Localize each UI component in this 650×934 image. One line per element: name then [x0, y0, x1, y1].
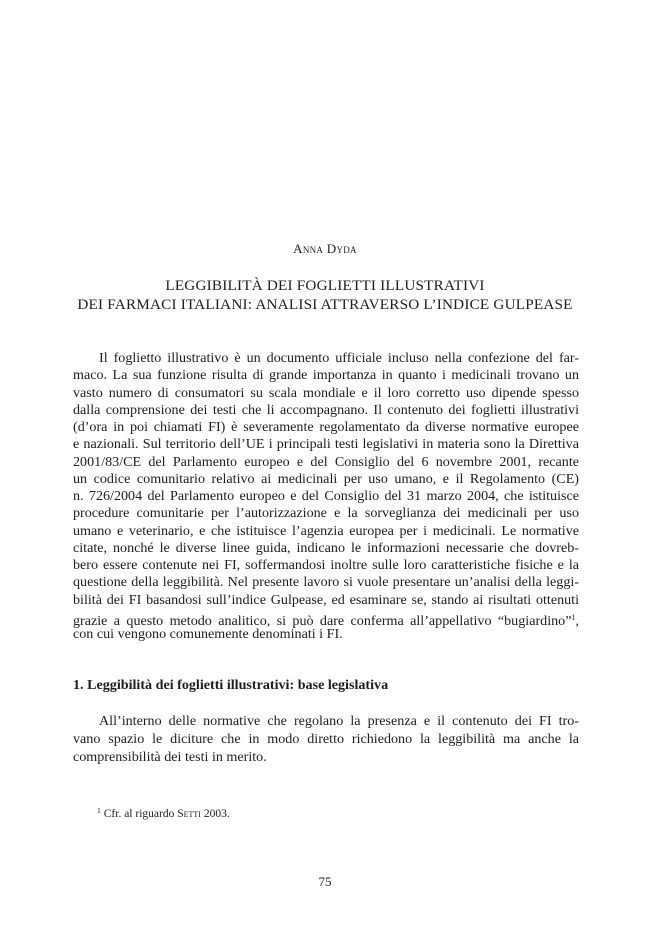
- abstract-line: n. 726/2004 del Parlamento europeo e del Consiglio del 31 marzo 2004, che istituisce: [73, 488, 579, 504]
- abstract-line: citate, nonché le diverse linee guida, indicano le informazioni necessarie che dovreb-: [73, 539, 579, 556]
- title-line-1: LEGGIBILITÀ DEI FOGLIETTI ILLUSTRATIVI: [165, 277, 485, 294]
- abstract-paragraph: [73, 350, 579, 643]
- abstract-line: (d’ora in poi chiamati FI) è severamente regolamentato da diverse normative europee: [73, 419, 579, 435]
- abstract-line: e nazionali. Sul territorio dell’UE i principali testi legislativi in materia sono la Direttiva: [73, 436, 579, 453]
- footnote-suffix: 2003.: [200, 808, 230, 820]
- footnote-reference: 1: [571, 612, 576, 622]
- section-heading: 1. Leggibilità dei foglietti illustrativi: base legislativa: [73, 677, 389, 693]
- abstract-line: un codice comunitario relativo ai medicinali per uso umano, e il Regolamento (CE): [73, 470, 579, 487]
- line-tail: ,: [575, 612, 579, 629]
- section-line: vano spazio le diciture che in modo diretto richiedono la leggibilità ma anche la: [73, 731, 579, 747]
- abstract-line: con cui vengono comunemente denominati i FI.: [73, 626, 343, 642]
- paper-title: [60, 276, 590, 314]
- footnote: [97, 806, 230, 820]
- footnote-prefix: Cfr. al riguardo: [103, 808, 178, 820]
- abstract-line: questione della leggibilità. Nel presente lavoro si vuole presentare un’analisi della leggi-: [73, 574, 579, 591]
- abstract-line: procedure comunitarie per l’autorizzazione e la sorveglianza dei medicinali per uso: [73, 505, 579, 522]
- title-line-2: DEI FARMACI ITALIANI: ANALISI ATTRAVERSO L’INDICE GULPEASE: [77, 296, 573, 313]
- abstract-line-with-footnote: [73, 609, 579, 629]
- author-name: Anna Dyda: [293, 241, 357, 256]
- section-paragraph: [73, 712, 579, 766]
- abstract-line-text: grazie a questo metodo analitico, si può dare conferma all’appellativo “bugiardino”: [73, 612, 572, 629]
- abstract-line: dalla comprensione dei testi che li accompagnano. Il contenuto dei foglietti illustrativi: [73, 401, 579, 418]
- footnote-number: 1: [97, 806, 101, 815]
- abstract-line: bilità dei FI basandosi sull’indice Gulpease, ed esaminare se, stando ai risultati ottenuti: [73, 591, 579, 608]
- section-line: comprensibilità dei testi in merito.: [73, 749, 267, 765]
- page-number: 75: [318, 874, 332, 889]
- abstract-line: 2001/83/CE del Parlamento europeo e del Consiglio del 6 novembre 2001, recante: [73, 453, 579, 470]
- abstract-line: umano e veterinario, e che istituisce l’agenzia europea per i medicinali. Le normative: [73, 522, 579, 539]
- footnote-cited-author: Setti: [177, 808, 201, 820]
- abstract-line: maco. La sua funzione risulta di grande importanza in quanto i medicinali trovano un: [73, 367, 579, 384]
- abstract-line: Il foglietto illustrativo è un documento ufficiale incluso nella confezione del far-: [99, 350, 579, 366]
- abstract-line: bero essere contenute nei FI, soffermandosi inoltre sulle loro caratteristiche fisiche e la: [73, 557, 579, 573]
- section-line: All’interno delle normative che regolano la presenza e il contenuto dei FI tro-: [99, 713, 579, 729]
- abstract-line: vasto numero di consumatori su scala mondiale e il loro corretto uso dipende spesso: [73, 384, 579, 401]
